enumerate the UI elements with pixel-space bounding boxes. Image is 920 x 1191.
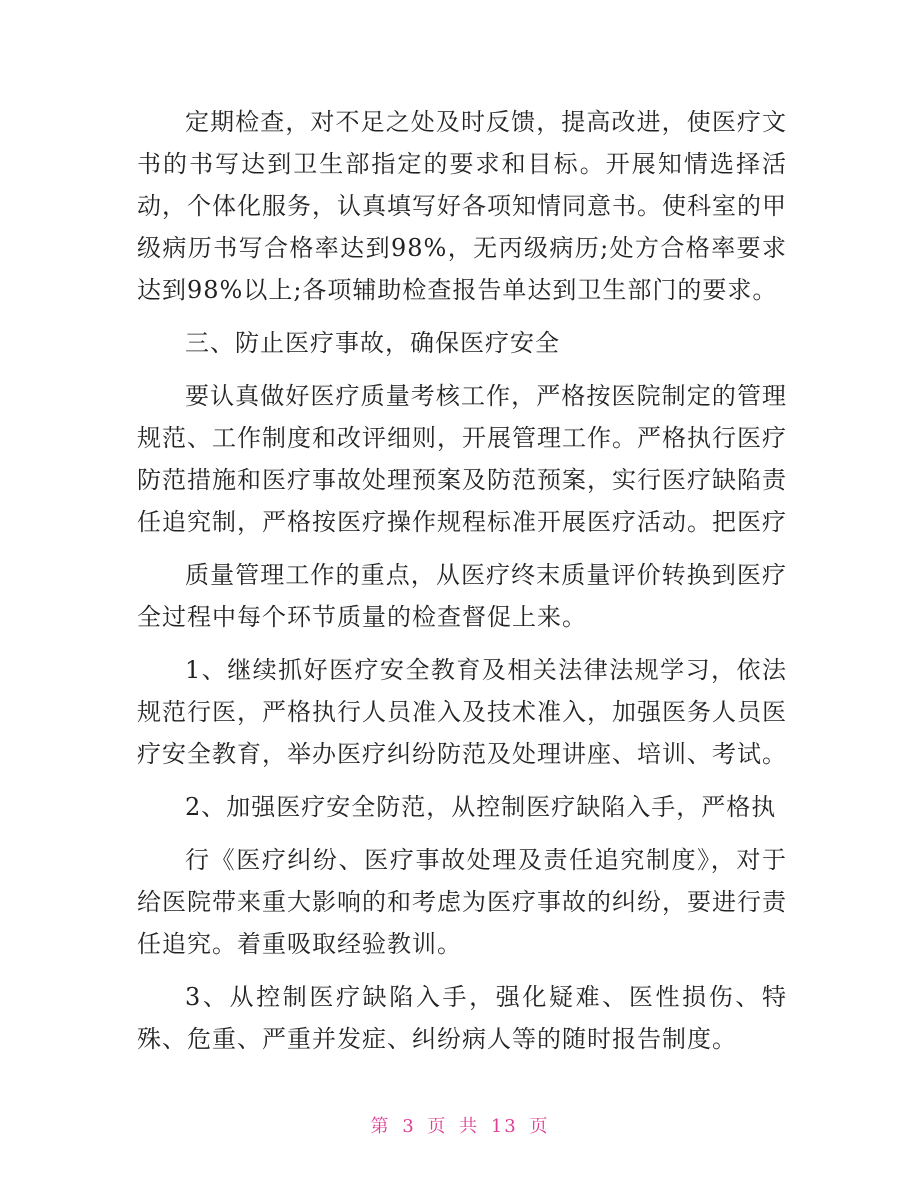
paragraph-item-2-continued: 行《医疗纠纷、医疗事故处理及责任追究制度》，对于给医院带来重大影响的和考虑为医疗事故的纠纷，要进行责任追究。着重吸取经验教训。 bbox=[137, 846, 787, 958]
document-body bbox=[137, 101, 787, 1071]
paragraph-item-3-reporting: 3、从控制医疗缺陷入手，强化疑难、医性损伤、特殊、危重、严重并发症、纠纷病人等的随时报告制度。 bbox=[137, 983, 787, 1053]
paragraph-medical-records: 定期检查，对不足之处及时反馈，提高改进，使医疗文书的书写达到卫生部指定的要求和目标。开展知情选择活动，个体化服务，认真填写好各项知情同意书。使科室的甲级病历书写合格率达到98%，无丙级病历;处方合格率要求达到98%以上;各项辅助检查报告单达到卫生部门的要求。 bbox=[137, 108, 787, 304]
paragraph-quality-management: 质量管理工作的重点，从医疗终末质量评价转换到医疗全过程中每个环节质量的检查督促上来。 bbox=[137, 561, 787, 631]
page-number-footer: 第 3 页 共 13 页 bbox=[370, 1116, 550, 1137]
paragraph-item-2-safety-prevention: 2、加强医疗安全防范，从控制医疗缺陷入手，严格执 bbox=[185, 793, 777, 821]
section-heading-medical-safety: 三、防止医疗事故，确保医疗安全 bbox=[185, 329, 560, 357]
paragraph-quality-assessment: 要认真做好医疗质量考核工作，严格按医院制定的管理规范、工作制度和改评细则，开展管理工作。严格执行医疗防范措施和医疗事故处理预案及防范预案，实行医疗缺陷责任追究制，严格按医疗操作规程标准开展医疗活动。把医疗 bbox=[137, 382, 787, 536]
paragraph-item-1-safety-education: 1、继续抓好医疗安全教育及相关法律法规学习，依法规范行医，严格执行人员准入及技术准入，加强医务人员医疗安全教育，举办医疗纠纷防范及处理讲座、培训、考试。 bbox=[137, 656, 787, 768]
